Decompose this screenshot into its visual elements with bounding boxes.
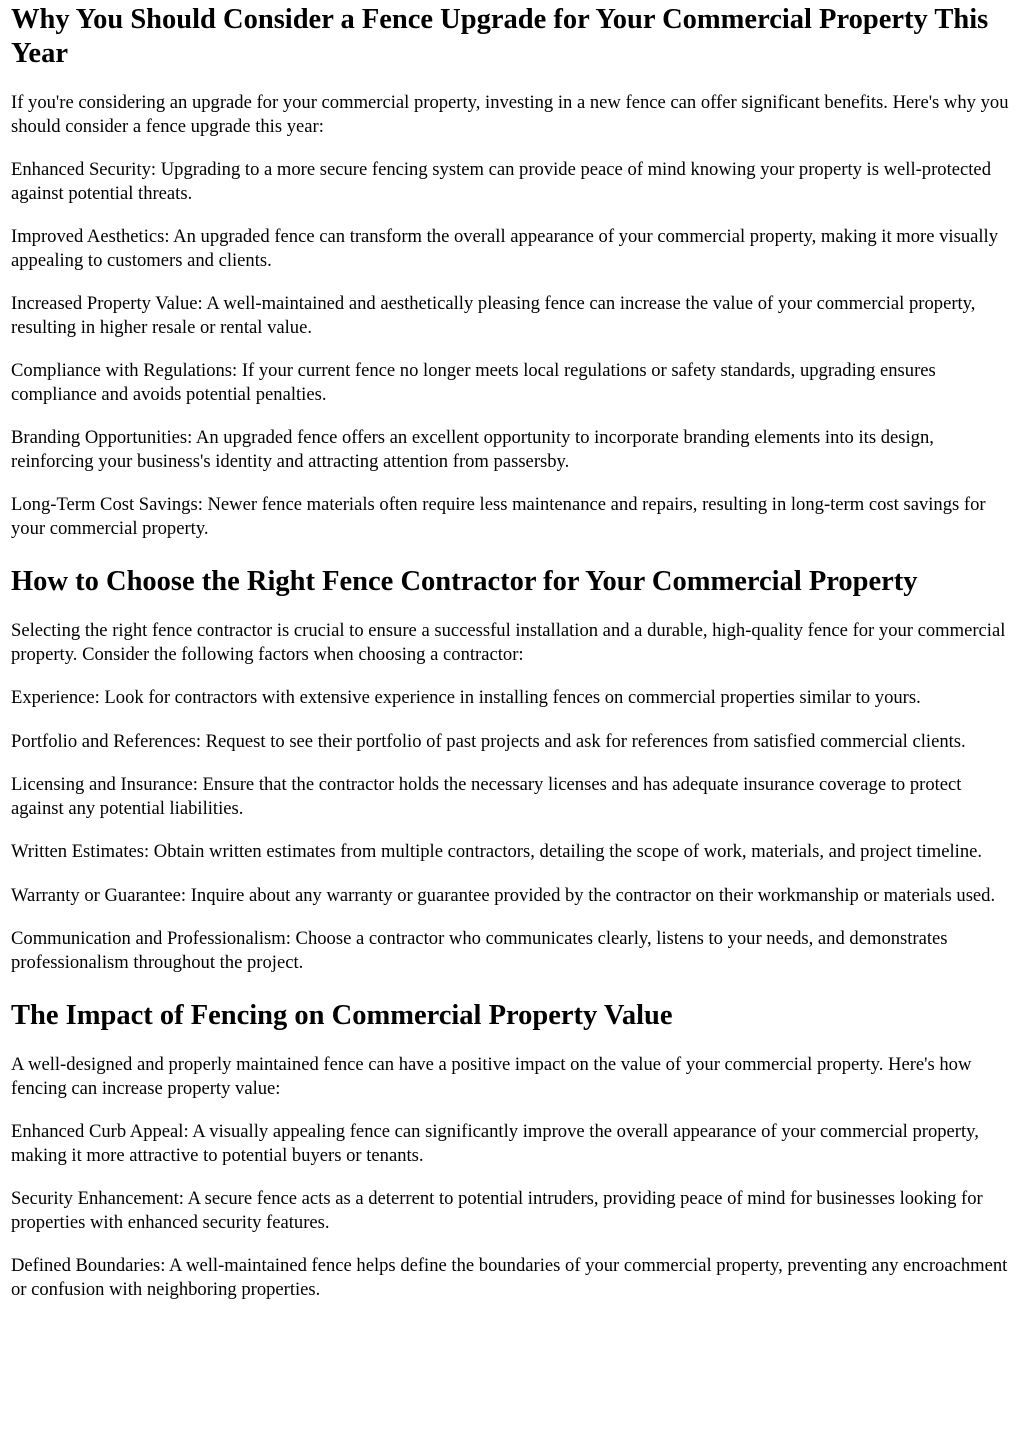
intro-paragraph: If you're considering an upgrade for your commercial property, investing in a new fence can offer significant benefits. Here's why you should consider a fence upgrade this year: bbox=[11, 92, 1009, 137]
paragraph-written-estimates: Written Estimates: Obtain written estimates from multiple contractors, detailing the scope of work, materials, and project timeline. bbox=[11, 841, 983, 862]
section-heading-property-value: The Impact of Fencing on Commercial Property Value bbox=[11, 1000, 673, 1031]
paragraph-experience: Experience: Look for contractors with extensive experience in installing fences on commercial properties similar to yours. bbox=[11, 687, 921, 708]
paragraph-improved-aesthetics: Improved Aesthetics: An upgraded fence can transform the overall appearance of your commercial property, making it more visually appealing to customers and clients. bbox=[11, 226, 999, 271]
paragraph-increased-property-value: Increased Property Value: A well-maintained and aesthetically pleasing fence can increase the value of your commercial property, resulting in higher resale or rental value. bbox=[11, 293, 976, 338]
page-title: Why You Should Consider a Fence Upgrade for Your Commercial Property This Year bbox=[11, 4, 989, 69]
intro-paragraph: A well-designed and properly maintained fence can have a positive impact on the value of your commercial property. Here's how fencing can increase property value: bbox=[11, 1054, 972, 1099]
paragraph-warranty: Warranty or Guarantee: Inquire about any warranty or guarantee provided by the contractor on their workmanship or materials used. bbox=[11, 884, 996, 906]
section-heading-choose-contractor: How to Choose the Right Fence Contractor for Your Commercial Property bbox=[11, 566, 918, 597]
paragraph-curb-appeal: Enhanced Curb Appeal: A visually appealing fence can significantly improve the overall appearance of your commercial property, making it more attractive to potential buyers or tenants. bbox=[11, 1121, 979, 1166]
paragraph-defined-boundaries: Defined Boundaries: A well-maintained fence helps define the boundaries of your commercial property, preventing any encroachment or confusion with neighboring properties. bbox=[11, 1255, 1008, 1300]
paragraph-licensing: Licensing and Insurance: Ensure that the contractor holds the necessary licenses and has adequate insurance coverage to protect against any potential liabilities. bbox=[11, 774, 962, 819]
paragraph-branding: Branding Opportunities: An upgraded fence offers an excellent opportunity to incorporate branding elements into its design, reinforcing your business's identity and attracting attention from passersby. bbox=[11, 427, 934, 472]
paragraph-communication: Communication and Professionalism: Choose a contractor who communicates clearly, listens to your needs, and demonstrates professionalism throughout the project. bbox=[11, 928, 948, 973]
intro-paragraph: Selecting the right fence contractor is crucial to ensure a successful installation and a durable, high-quality fence for your commercial property. Consider the following factors when choosing a contractor: bbox=[11, 620, 1006, 665]
paragraph-portfolio: Portfolio and References: Request to see their portfolio of past projects and ask for references from satisfied commercial clients. bbox=[11, 730, 966, 752]
paragraph-security-enhancement: Security Enhancement: A secure fence acts as a deterrent to potential intruders, providing peace of mind for businesses looking for properties with enhanced security features. bbox=[11, 1188, 983, 1233]
paragraph-enhanced-security: Enhanced Security: Upgrading to a more secure fencing system can provide peace of mind knowing your property is well-protected against potential threats. bbox=[11, 159, 991, 204]
paragraph-cost-savings: Long-Term Cost Savings: Newer fence materials often require less maintenance and repairs, resulting in long-term cost savings for your commercial property. bbox=[11, 494, 986, 539]
paragraph-compliance: Compliance with Regulations: If your current fence no longer meets local regulations or safety standards, upgrading ensures compliance and avoids potential penalties. bbox=[11, 360, 936, 405]
article bbox=[0, 3, 1024, 1301]
